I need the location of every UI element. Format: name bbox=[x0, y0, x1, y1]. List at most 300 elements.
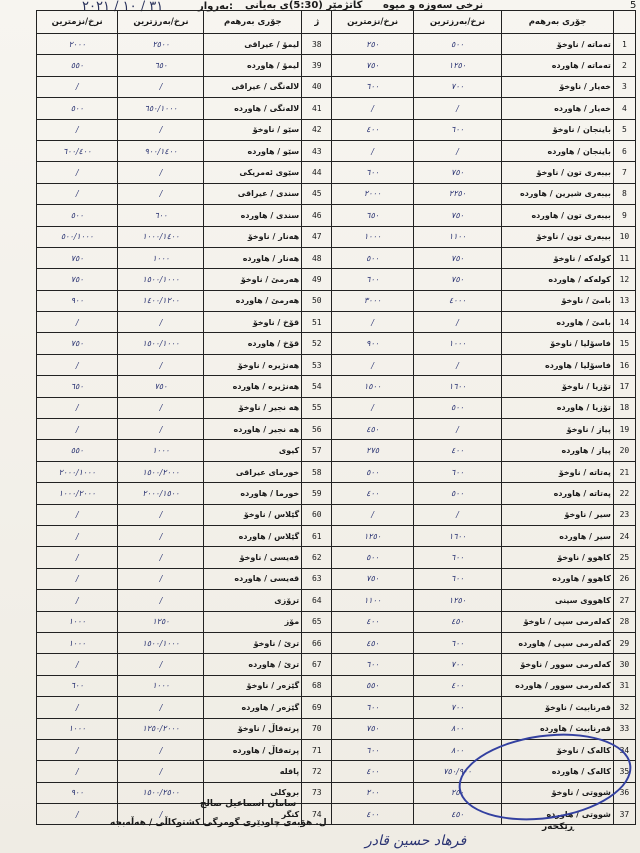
table-row bbox=[37, 376, 636, 397]
cell-name-right: بیبەری شیرین / هاوردە bbox=[502, 183, 614, 204]
cell-high-right: ٧٥٠ bbox=[413, 269, 501, 290]
page-corner-number: 5 bbox=[630, 0, 637, 11]
cell-num-left: 51 bbox=[302, 312, 332, 333]
cell-low-left: / bbox=[37, 419, 118, 440]
cell-low-left: / bbox=[37, 504, 118, 525]
cell-low-left: ٩٠٠ bbox=[37, 782, 118, 803]
cell-num-left: 39 bbox=[302, 55, 332, 76]
cell-low-right: ٢٠٠٠ bbox=[332, 183, 413, 204]
officer-name: سامان اسماعیل صالح bbox=[200, 799, 297, 809]
cell-high-right: ٧٠٠ bbox=[413, 76, 501, 97]
cell-high-left: / bbox=[118, 354, 204, 375]
cell-num-right: 29 bbox=[613, 632, 635, 653]
cell-high-left: / bbox=[118, 312, 204, 333]
cell-num-right: 27 bbox=[613, 590, 635, 611]
cell-high-left: ١٢٥٠/٢٠٠٠ bbox=[118, 718, 204, 739]
cell-name-left: قۆخ / ناوخۆ bbox=[204, 312, 302, 333]
cell-name-right: سیر / ناوخۆ bbox=[502, 504, 614, 525]
cell-name-right: پیاز / ناوخۆ bbox=[502, 419, 614, 440]
cell-num-right: 33 bbox=[613, 718, 635, 739]
cell-name-left: بروکلی bbox=[204, 782, 302, 803]
cell-name-right: قەرنابیت / هاوردە bbox=[502, 718, 614, 739]
date-label: بەروار: bbox=[198, 1, 233, 12]
cell-low-left: ٥٥٠ bbox=[37, 55, 118, 76]
cell-high-left: ٦٠٠ bbox=[118, 205, 204, 226]
cell-num-left: 62 bbox=[302, 547, 332, 568]
cell-low-right: ٤٠٠ bbox=[332, 483, 413, 504]
table-row bbox=[37, 269, 636, 290]
cell-high-left: ٩٠٠/١٤٠٠ bbox=[118, 140, 204, 161]
cell-low-right: ٧٥٠ bbox=[332, 55, 413, 76]
table-row bbox=[37, 183, 636, 204]
table-row bbox=[37, 162, 636, 183]
cell-name-right: بیبەری تون / ناوخۆ bbox=[502, 162, 614, 183]
cell-low-left: ٥٠٠ bbox=[37, 205, 118, 226]
price-table bbox=[36, 10, 636, 825]
cell-low-left: ٢٠٠٠ bbox=[37, 34, 118, 55]
cell-name-right: کاهوو / هاوردە bbox=[502, 568, 614, 589]
cell-low-left: ٧٥٠ bbox=[37, 333, 118, 354]
cell-high-right: / bbox=[413, 354, 501, 375]
cell-num-left: 38 bbox=[302, 34, 332, 55]
cell-num-left: 40 bbox=[302, 76, 332, 97]
table-row bbox=[37, 354, 636, 375]
cell-name-left: هەرمێ / ناوخۆ bbox=[204, 269, 302, 290]
cell-low-left: / bbox=[37, 654, 118, 675]
cell-name-right: بیبەری تون / ناوخۆ bbox=[502, 226, 614, 247]
cell-high-left: / bbox=[118, 76, 204, 97]
cell-name-left: قەیسی / ناوخۆ bbox=[204, 547, 302, 568]
cell-low-right: ١١٠٠ bbox=[332, 590, 413, 611]
cell-low-right: ٧٥٠ bbox=[332, 718, 413, 739]
cell-name-right: باینجان / هاوردە bbox=[502, 140, 614, 161]
cell-low-left: ٧٥٠ bbox=[37, 247, 118, 268]
table-header-row bbox=[37, 11, 636, 34]
cell-low-right: ٤٥٠ bbox=[332, 632, 413, 653]
cell-high-right: / bbox=[413, 419, 501, 440]
table-row bbox=[37, 333, 636, 354]
cell-high-left: ١٢٥٠ bbox=[118, 611, 204, 632]
table-row bbox=[37, 611, 636, 632]
cell-high-left: ١٠٠٠ bbox=[118, 440, 204, 461]
cell-low-left: ٦٥٠ bbox=[37, 376, 118, 397]
cell-name-left: گێلاس / ناوخۆ bbox=[204, 504, 302, 525]
cell-high-right: ٥٠٠ bbox=[413, 483, 501, 504]
cell-high-left: / bbox=[118, 804, 204, 825]
cell-num-left: 49 bbox=[302, 269, 332, 290]
cell-num-right: 18 bbox=[613, 397, 635, 418]
cell-high-left: / bbox=[118, 739, 204, 760]
cell-name-right: پەتاتە / ناوخۆ bbox=[502, 461, 614, 482]
cell-num-left: 72 bbox=[302, 761, 332, 782]
cell-low-left: / bbox=[37, 568, 118, 589]
cell-low-right: ١٠٠٠ bbox=[332, 226, 413, 247]
cell-high-left: ١٥٠٠/٢٥٠٠ bbox=[118, 782, 204, 803]
cell-num-right: 21 bbox=[613, 461, 635, 482]
cell-high-left: / bbox=[118, 504, 204, 525]
col-header-name-right: جۆری بەرهەم bbox=[502, 11, 614, 34]
cell-num-left: 65 bbox=[302, 611, 332, 632]
cell-low-right: / bbox=[332, 504, 413, 525]
table-row bbox=[37, 461, 636, 482]
cell-high-left: ١٥٠٠/١٠٠٠ bbox=[118, 269, 204, 290]
cell-num-right: 16 bbox=[613, 354, 635, 375]
cell-high-right: ٥٠٠ bbox=[413, 397, 501, 418]
cell-name-left: لالەنگی / عیراقی bbox=[204, 76, 302, 97]
table-row bbox=[37, 290, 636, 311]
cell-num-left: 54 bbox=[302, 376, 332, 397]
cell-name-right: خەیار / هاوردە bbox=[502, 98, 614, 119]
table-row bbox=[37, 205, 636, 226]
cell-low-left: / bbox=[37, 119, 118, 140]
cell-name-right: قەرنابیت / ناوخۆ bbox=[502, 697, 614, 718]
cell-low-left: / bbox=[37, 354, 118, 375]
cell-num-right: 24 bbox=[613, 525, 635, 546]
cell-name-right: کەلەرمی سوور / هاوردە bbox=[502, 675, 614, 696]
cell-num-right: 22 bbox=[613, 483, 635, 504]
cell-name-left: خورما / هاوردە bbox=[204, 483, 302, 504]
cell-num-right: 28 bbox=[613, 611, 635, 632]
cell-name-right: سیر / هاوردە bbox=[502, 525, 614, 546]
cell-high-left: ٦٥٠ bbox=[118, 55, 204, 76]
cell-name-right: کالەک / هاوردە bbox=[502, 761, 614, 782]
cell-name-left: هەرمێ / هاوردە bbox=[204, 290, 302, 311]
cell-num-right: 25 bbox=[613, 547, 635, 568]
cell-num-left: 68 bbox=[302, 675, 332, 696]
cell-num-left: 50 bbox=[302, 290, 332, 311]
cell-high-right: ٢٥٠ bbox=[413, 782, 501, 803]
cell-high-right: ٤٠٠ bbox=[413, 675, 501, 696]
cell-name-right: کولەکە / هاوردە bbox=[502, 269, 614, 290]
cell-num-right: 31 bbox=[613, 675, 635, 696]
cell-name-left: هەنار / ناوخۆ bbox=[204, 226, 302, 247]
cell-high-left: ١٠٠٠ bbox=[118, 675, 204, 696]
table-row bbox=[37, 247, 636, 268]
cell-high-right: ٨٠٠ bbox=[413, 718, 501, 739]
cell-low-right: ٥٠٠ bbox=[332, 247, 413, 268]
cell-low-right: ٥٥٠ bbox=[332, 675, 413, 696]
cell-low-left: / bbox=[37, 590, 118, 611]
col-header-num-left: ژ bbox=[302, 11, 332, 34]
cell-num-right: 1 bbox=[613, 34, 635, 55]
cell-num-left: 73 bbox=[302, 782, 332, 803]
cell-high-right: ٢٢٥٠ bbox=[413, 183, 501, 204]
cell-num-right: 17 bbox=[613, 376, 635, 397]
cell-low-right: ٤٥٠ bbox=[332, 419, 413, 440]
sheet-title: نرخی سەوزە و میوە bbox=[383, 0, 484, 11]
cell-name-right: کولەکە / ناوخۆ bbox=[502, 247, 614, 268]
cell-high-right: ٧٠٠ bbox=[413, 697, 501, 718]
cell-num-left: 52 bbox=[302, 333, 332, 354]
cell-low-right: ٢٧٥ bbox=[332, 440, 413, 461]
cell-low-left: / bbox=[37, 76, 118, 97]
cell-high-right: ٤٠٠ bbox=[413, 440, 501, 461]
cell-high-right: ٧٥٠ bbox=[413, 205, 501, 226]
cell-high-right: ١٢٥٠ bbox=[413, 590, 501, 611]
cell-low-right: ٦٠٠ bbox=[332, 654, 413, 675]
table-row bbox=[37, 568, 636, 589]
col-header-name-left: جۆری بەرهەم bbox=[204, 11, 302, 34]
cell-name-left: مۆز bbox=[204, 611, 302, 632]
cell-low-right: ٧٥٠ bbox=[332, 568, 413, 589]
cell-low-right: ١٥٠٠ bbox=[332, 376, 413, 397]
cell-name-left: پرتەقاڵ / ناوخۆ bbox=[204, 718, 302, 739]
cell-name-right: خەیار / ناوخۆ bbox=[502, 76, 614, 97]
cell-low-right: ٦٠٠ bbox=[332, 697, 413, 718]
table-row bbox=[37, 525, 636, 546]
cell-name-left: گێزەر / هاوردە bbox=[204, 697, 302, 718]
cell-low-right: ٢٠٠ bbox=[332, 782, 413, 803]
cell-high-left: ١٥٠٠/١٠٠٠ bbox=[118, 632, 204, 653]
cell-name-right: پەتاتە / هاوردە bbox=[502, 483, 614, 504]
cell-high-left: / bbox=[118, 183, 204, 204]
cell-low-right: ٩٠٠ bbox=[332, 333, 413, 354]
cell-num-left: 48 bbox=[302, 247, 332, 268]
cell-name-left: پرتەقاڵ / هاوردە bbox=[204, 739, 302, 760]
cell-low-right: ٣٠٠٠ bbox=[332, 290, 413, 311]
cell-num-left: 66 bbox=[302, 632, 332, 653]
cell-low-right: / bbox=[332, 98, 413, 119]
cell-high-right: ٤٥٠ bbox=[413, 611, 501, 632]
cell-num-right: 14 bbox=[613, 312, 635, 333]
cell-high-left: ١٥٠٠/١٠٠٠ bbox=[118, 333, 204, 354]
cell-high-right: / bbox=[413, 312, 501, 333]
table-row bbox=[37, 632, 636, 653]
cell-low-left: / bbox=[37, 312, 118, 333]
cell-num-right: 36 bbox=[613, 782, 635, 803]
table-row bbox=[37, 483, 636, 504]
cell-high-left: / bbox=[118, 419, 204, 440]
cell-name-right: کاهوو / ناوخۆ bbox=[502, 547, 614, 568]
cell-name-left: ترۆزی bbox=[204, 590, 302, 611]
cell-high-right: ٥٠٠ bbox=[413, 34, 501, 55]
cell-low-left: / bbox=[37, 525, 118, 546]
cell-high-left: / bbox=[118, 162, 204, 183]
cell-high-left: / bbox=[118, 761, 204, 782]
cell-num-right: 26 bbox=[613, 568, 635, 589]
cell-high-right: ٦٠٠ bbox=[413, 632, 501, 653]
table-row bbox=[37, 55, 636, 76]
cell-num-right: 10 bbox=[613, 226, 635, 247]
col-header-low-right: نرخ/نزمترین bbox=[332, 11, 413, 34]
table-row bbox=[37, 590, 636, 611]
cell-low-left: / bbox=[37, 162, 118, 183]
cell-num-left: 74 bbox=[302, 804, 332, 825]
cell-low-right: ٤٠٠ bbox=[332, 611, 413, 632]
cell-num-left: 41 bbox=[302, 98, 332, 119]
cell-num-left: 55 bbox=[302, 397, 332, 418]
cell-high-left: ٢٠٠٠/١٥٠٠ bbox=[118, 483, 204, 504]
cell-low-left: / bbox=[37, 761, 118, 782]
cell-num-left: 69 bbox=[302, 697, 332, 718]
cell-num-left: 56 bbox=[302, 419, 332, 440]
cell-low-left: ١٠٠٠ bbox=[37, 718, 118, 739]
cell-name-right: تۆزیا / ناوخۆ bbox=[502, 376, 614, 397]
cell-name-left: سندی / عیراقی bbox=[204, 183, 302, 204]
cell-name-left: کیوی bbox=[204, 440, 302, 461]
table-row bbox=[37, 140, 636, 161]
cell-name-left: سێو / ناوخۆ bbox=[204, 119, 302, 140]
cell-name-right: بیبەری تون / هاوردە bbox=[502, 205, 614, 226]
cell-low-right: / bbox=[332, 312, 413, 333]
cell-num-left: 58 bbox=[302, 461, 332, 482]
cell-name-right: بامێ / ناوخۆ bbox=[502, 290, 614, 311]
cell-name-right: پیاز / هاوردە bbox=[502, 440, 614, 461]
table-row bbox=[37, 119, 636, 140]
cell-high-right: ١١٠٠ bbox=[413, 226, 501, 247]
cell-low-left: ٦٠٠/٤٠٠ bbox=[37, 140, 118, 161]
cell-num-left: 47 bbox=[302, 226, 332, 247]
cell-high-right: ١٦٠٠ bbox=[413, 376, 501, 397]
table-row bbox=[37, 34, 636, 55]
cell-name-left: گێزەر / ناوخۆ bbox=[204, 675, 302, 696]
cell-name-right: شووتی / ناوخۆ bbox=[502, 782, 614, 803]
cell-high-left: / bbox=[118, 397, 204, 418]
cell-num-left: 43 bbox=[302, 140, 332, 161]
cell-name-right: کاهووی سینی bbox=[502, 590, 614, 611]
cell-num-left: 57 bbox=[302, 440, 332, 461]
table-row bbox=[37, 440, 636, 461]
cell-num-right: 15 bbox=[613, 333, 635, 354]
cell-num-right: 23 bbox=[613, 504, 635, 525]
cell-name-right: تەماتە / هاوردە bbox=[502, 55, 614, 76]
cell-high-right: ٧٥٠ bbox=[413, 162, 501, 183]
cell-high-left: ١٠٠٠/١٤٠٠ bbox=[118, 226, 204, 247]
cell-num-left: 46 bbox=[302, 205, 332, 226]
cell-low-right: ٤٠٠ bbox=[332, 761, 413, 782]
cell-num-right: 37 bbox=[613, 804, 635, 825]
cell-name-right: شووتی / هاوردە bbox=[502, 804, 614, 825]
cell-num-left: 61 bbox=[302, 525, 332, 546]
cell-num-left: 63 bbox=[302, 568, 332, 589]
cell-low-right: ٦٠٠ bbox=[332, 739, 413, 760]
cell-high-left: / bbox=[118, 568, 204, 589]
cell-num-left: 60 bbox=[302, 504, 332, 525]
cell-low-left: / bbox=[37, 697, 118, 718]
cell-name-left: سێوی ئەمریکی bbox=[204, 162, 302, 183]
table-row bbox=[37, 697, 636, 718]
table-row bbox=[37, 419, 636, 440]
cell-num-right: 19 bbox=[613, 419, 635, 440]
cell-num-left: 59 bbox=[302, 483, 332, 504]
cell-high-right: ٧٠٠ bbox=[413, 654, 501, 675]
cell-num-right: 30 bbox=[613, 654, 635, 675]
cell-name-right: کەلەرمی سوور / ناوخۆ bbox=[502, 654, 614, 675]
cell-low-left: ٩٠٠ bbox=[37, 290, 118, 311]
cell-name-left: هەنژیرە / هاوردە bbox=[204, 376, 302, 397]
table-row bbox=[37, 226, 636, 247]
cell-name-left: گێلاس / هاوردە bbox=[204, 525, 302, 546]
cell-low-left: ١٠٠٠ bbox=[37, 632, 118, 653]
cell-num-left: 53 bbox=[302, 354, 332, 375]
cell-low-left: / bbox=[37, 183, 118, 204]
cell-high-left: ١٠٠٠ bbox=[118, 247, 204, 268]
cell-name-left: هە نجیر / ناوخۆ bbox=[204, 397, 302, 418]
cell-low-right: / bbox=[332, 140, 413, 161]
cell-name-left: لالەنگی / هاوردە bbox=[204, 98, 302, 119]
cell-name-right: بامێ / هاوردە bbox=[502, 312, 614, 333]
cell-num-right: 5 bbox=[613, 119, 635, 140]
col-header-high-left: نرخ/بەرزترین bbox=[118, 11, 204, 34]
cell-high-right: / bbox=[413, 140, 501, 161]
cell-high-left: / bbox=[118, 697, 204, 718]
cell-high-left: / bbox=[118, 654, 204, 675]
table-row bbox=[37, 654, 636, 675]
cell-name-left: کنگر bbox=[204, 804, 302, 825]
cell-low-right: ٤٠٠ bbox=[332, 119, 413, 140]
cell-high-left: ٧٥٠ bbox=[118, 376, 204, 397]
cell-num-left: 71 bbox=[302, 739, 332, 760]
cell-name-right: فاسۆلیا / ناوخۆ bbox=[502, 333, 614, 354]
cell-num-right: 20 bbox=[613, 440, 635, 461]
cell-num-left: 44 bbox=[302, 162, 332, 183]
cell-low-right: ٥٠٠ bbox=[332, 461, 413, 482]
table-row bbox=[37, 504, 636, 525]
cell-name-right: کەلەرمی سپی / هاوردە bbox=[502, 632, 614, 653]
cell-low-right: ٥٠٠ bbox=[332, 547, 413, 568]
table-row bbox=[37, 397, 636, 418]
cell-high-right: ١٦٠٠ bbox=[413, 525, 501, 546]
cell-name-left: سێو / هاوردە bbox=[204, 140, 302, 161]
cell-high-right: / bbox=[413, 98, 501, 119]
cell-num-right: 11 bbox=[613, 247, 635, 268]
cell-high-left: / bbox=[118, 590, 204, 611]
cell-low-right: ٦٠٠ bbox=[332, 269, 413, 290]
cell-low-left: ٥٠٠/١٠٠٠ bbox=[37, 226, 118, 247]
cell-low-right: ٤٠٠ bbox=[332, 804, 413, 825]
cell-low-left: / bbox=[37, 739, 118, 760]
cell-num-right: 13 bbox=[613, 290, 635, 311]
cell-name-right: فاسۆلیا / هاوردە bbox=[502, 354, 614, 375]
cell-high-right: ٦٠٠ bbox=[413, 119, 501, 140]
cell-low-right: ٦٥٠ bbox=[332, 205, 413, 226]
cell-name-right: تۆزیا / هاوردە bbox=[502, 397, 614, 418]
organizer-signature: فرهاد حسین قادر bbox=[365, 833, 467, 849]
cell-name-left: ترێ / هاوردە bbox=[204, 654, 302, 675]
cell-high-left: / bbox=[118, 119, 204, 140]
cell-low-right: ٢٥٠ bbox=[332, 34, 413, 55]
cell-name-left: هە نجیر / هاوردە bbox=[204, 419, 302, 440]
cell-num-right: 3 bbox=[613, 76, 635, 97]
cell-low-left: ٧٥٠ bbox=[37, 269, 118, 290]
col-header-high-right: نرخ/بەرزترین bbox=[413, 11, 501, 34]
cell-high-right: / bbox=[413, 504, 501, 525]
cell-high-left: / bbox=[118, 525, 204, 546]
cell-name-right: کەلەرمی سپی / ناوخۆ bbox=[502, 611, 614, 632]
cell-low-right: ٦٠٠ bbox=[332, 76, 413, 97]
table-row bbox=[37, 547, 636, 568]
cell-high-left: ٦٥٠/١٠٠٠ bbox=[118, 98, 204, 119]
cell-low-right: ٦٠٠ bbox=[332, 162, 413, 183]
sheet-time: کاتژمێر (5:30)ی بەیانی bbox=[245, 0, 363, 11]
cell-high-right: ٤٥٠ bbox=[413, 804, 501, 825]
cell-name-left: هەنار / هاوردە bbox=[204, 247, 302, 268]
cell-num-right: 34 bbox=[613, 739, 635, 760]
table-row bbox=[37, 675, 636, 696]
cell-low-left: / bbox=[37, 804, 118, 825]
cell-num-right: 9 bbox=[613, 205, 635, 226]
col-header-low-left: نرخ/نزمترین bbox=[37, 11, 118, 34]
cell-num-left: 67 bbox=[302, 654, 332, 675]
cell-high-right: ٨٠٠ bbox=[413, 739, 501, 760]
cell-name-right: باینجان / ناوخۆ bbox=[502, 119, 614, 140]
cell-high-left: ١٤٠٠/١٢٠٠ bbox=[118, 290, 204, 311]
cell-high-right: ٦٠٠ bbox=[413, 568, 501, 589]
cell-num-right: 32 bbox=[613, 697, 635, 718]
cell-name-left: قۆخ / هاوردە bbox=[204, 333, 302, 354]
cell-high-right: ١٢٥٠ bbox=[413, 55, 501, 76]
cell-low-left: ١٠٠٠/٢٠٠٠ bbox=[37, 483, 118, 504]
